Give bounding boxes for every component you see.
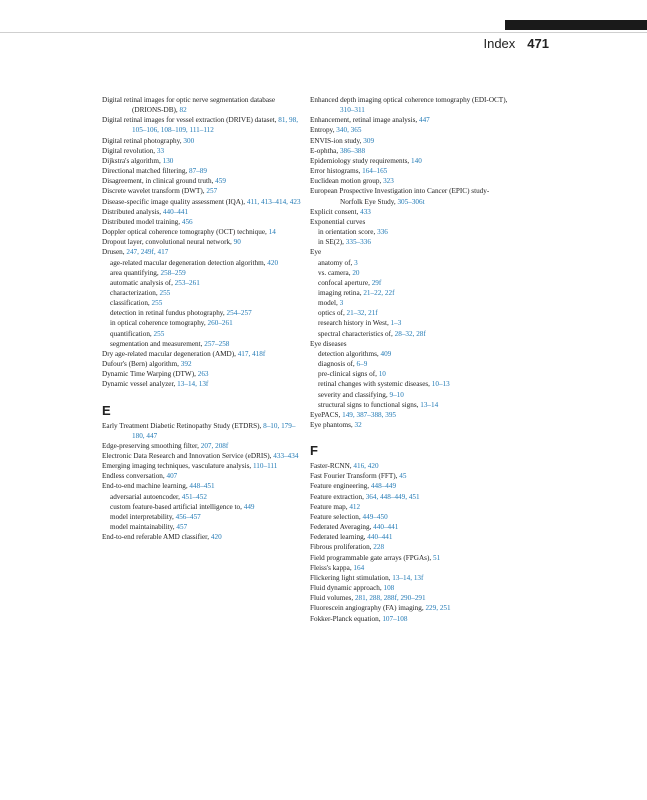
running-header [483,36,549,51]
index-term: Explicit consent, [310,207,359,216]
index-entry [310,156,510,166]
page-references[interactable]: 448–449 [370,482,397,491]
index-subentry [310,227,510,237]
index-entry [310,563,510,573]
index-entry [102,197,302,207]
page-references[interactable]: 257 [206,187,218,196]
index-entry [310,553,510,563]
index-entry [310,532,510,542]
index-subentry [310,349,510,359]
index-term: Discrete wavelet transform (DWT), [102,187,205,196]
index-entry [102,481,302,491]
page-references[interactable]: 456 [181,217,193,226]
index-subentry [310,400,510,410]
page-references[interactable]: 364, 448–449, 451 [365,492,420,501]
page-references[interactable]: 8–10, 179–180, 447 [132,421,296,440]
page-references[interactable]: 253–261 [174,278,200,287]
page-references[interactable]: 440–441 [162,207,189,216]
index-term: Digital retinal images for vessel extraction (DRIVE) dataset, [102,116,277,125]
page-references[interactable]: 440–441 [367,533,393,542]
index-term: Feature extraction, [310,492,364,501]
index-term: Error histograms, [310,167,361,176]
index-entry [310,492,510,502]
page-references[interactable]: 309 [363,136,375,145]
index-entry [102,95,302,115]
index-term: in SE(2), [318,238,344,247]
index-entry [310,471,510,481]
page-references[interactable]: 416, 420 [353,462,379,471]
index-term: Directional matched filtering, [102,167,188,176]
page-references[interactable]: 9–10 [389,390,404,399]
index-subentry [310,237,510,247]
index-entry [310,146,510,156]
page-references[interactable]: 433–434 [273,452,299,460]
page-references[interactable]: 258–259 [160,268,186,277]
index-term: pre-clinical signs of, [318,370,377,379]
index-term: Edge-preserving smoothing filter, [102,441,199,450]
index-term: EyePACS, [310,410,341,419]
index-entry [102,451,302,461]
page-references[interactable]: 107–108 [382,614,408,623]
index-term: Faster-RCNN, [310,462,352,471]
index-term: model maintainability, [110,523,175,532]
page-references[interactable]: 90 [233,238,241,247]
index-subentry [310,258,510,268]
page-references[interactable]: 82 [179,106,187,115]
page-references[interactable]: 336 [377,228,388,237]
index-entry [102,237,302,247]
index-entry [102,217,302,227]
page-references[interactable]: 340, 365 [336,126,362,135]
index-entry [310,410,510,420]
index-term: characterization, [110,288,158,297]
page-references[interactable]: 13–14, 13f [177,380,209,389]
index-term: retinal changes with systemic diseases, [318,380,430,389]
index-term: Entropy, [310,126,335,135]
page-references[interactable]: 14 [268,228,276,237]
index-entry [102,359,302,369]
index-entry [102,532,302,542]
header-title: Index [483,36,516,51]
page-references[interactable]: 130 [162,156,174,165]
index-subentry [310,329,510,339]
index-subentry [310,268,510,278]
index-term: confocal aperture, [318,278,370,287]
page-references[interactable]: 411, 413–414, 423 [246,197,301,206]
index-term: Feature map, [310,502,348,511]
page-references[interactable]: 110–111 [252,462,278,471]
index-entry [310,339,510,349]
index-term: optics of, [318,309,345,318]
index-entry [102,369,302,379]
index-term: Digital retinal photography, [102,136,182,145]
index-term: detection in retinal fundus photography, [110,309,225,318]
index-subentry [102,288,302,298]
page-references[interactable]: 13–14, 13f [392,573,424,582]
index-term: Distributed model training, [102,217,181,226]
index-term: Eye [310,248,322,257]
index-term: Exponential curves [310,217,366,226]
page-references[interactable]: 451–452 [181,492,207,501]
index-term: Epidemiology study requirements, [310,156,410,165]
page-references[interactable]: 10–13 [431,380,450,389]
index-term: vs. camera, [318,268,351,277]
index-entry [102,156,302,166]
index-entry [102,136,302,146]
page-references[interactable]: 254–257 [226,309,252,318]
index-subentry [310,359,510,369]
index-term: quantification, [110,329,152,338]
index-entry [310,186,510,206]
page-references[interactable]: 21–22, 22f [363,288,395,297]
index-term: Fluid dynamic approach, [310,584,382,593]
page-references[interactable]: 456–457 [175,512,201,521]
page-references[interactable]: 29f [371,278,382,287]
index-term: Doppler optical coherence tomography (OCT) technique, [102,228,267,237]
index-subentry [102,492,302,502]
index-subentry [310,308,510,318]
index-term: automatic analysis of, [110,278,173,287]
index-term: Distributed analysis, [102,207,162,216]
page-references[interactable]: 433 [360,207,371,216]
page-references[interactable]: 257–258 [204,339,230,348]
index-subentry [310,379,510,389]
index-term: Eye phantoms, [310,421,353,429]
index-term: European Prospective Investigation into Cancer (EPIC) study-Norfolk Eye Study, [310,187,490,206]
index-entry [310,420,510,430]
page-references[interactable]: 457 [176,523,188,532]
index-term: Disagreement, in clinical ground truth, [102,177,214,186]
page-references[interactable]: 45 [399,472,407,481]
index-term: Fibrous proliferation, [310,543,372,552]
index-entry [310,593,510,603]
page-references[interactable]: 420 [210,533,222,542]
index-term: Fluorescein angiography (FA) imaging, [310,604,424,613]
index-term: area quantifying, [110,268,159,277]
page-references[interactable]: 228 [373,543,385,552]
index-subentry [310,369,510,379]
index-term: Early Treatment Diabetic Retinopathy Study (ETDRS), [102,421,262,430]
index-subentry [102,512,302,522]
page-references[interactable]: 392 [180,360,192,369]
page-references[interactable]: 149, 387–388, 395 [342,410,396,419]
index-term: Federated Averaging, [310,523,372,532]
index-entry [310,502,510,512]
index-column-right [310,95,510,624]
index-entry [102,227,302,237]
index-term: in optical coherence tomography, [110,319,206,328]
page-references[interactable]: 10 [378,370,386,379]
index-term: E-ophtha, [310,146,339,155]
index-term: Emerging imaging techniques, vasculature analysis, [102,462,252,471]
index-term: Feature engineering, [310,482,370,491]
page-references[interactable]: 81, 98, 105–106, 108–109, 111–112 [132,116,298,135]
page-references[interactable]: 20 [352,268,360,277]
index-term: Fleiss's kappa, [310,563,352,572]
page-references[interactable]: 459 [215,177,226,186]
index-term: adversarial autoencoder, [110,492,180,501]
index-term: model, [318,299,338,308]
index-subentry [102,268,302,278]
index-term: Dynamic vessel analyzer, [102,380,176,389]
page-references[interactable]: 32 [354,421,362,429]
page-references[interactable]: 229, 251 [425,604,451,613]
page-references[interactable]: 323 [383,177,394,186]
index-subentry [102,258,302,268]
page-references[interactable]: 28–32, 28f [394,329,426,338]
page-references[interactable]: 300 [183,136,195,145]
page-references[interactable]: 13–14 [420,400,439,409]
index-entry [102,247,302,257]
index-term: Federated learning, [310,533,366,542]
index-entry [102,186,302,196]
index-subentry [102,522,302,532]
index-term: Eye diseases [310,339,347,348]
index-term: imaging retina, [318,288,362,297]
header-bar [505,20,647,30]
index-term: End-to-end referable AMD classifier, [102,533,210,542]
page-references[interactable]: 207, 208f [200,441,229,450]
index-term: Fokker-Planck equation, [310,614,381,623]
page-references[interactable]: 409 [380,349,392,358]
page-references[interactable]: 310–311 [340,106,365,115]
index-term: Enhanced depth imaging optical coherence tomography (EDI-OCT), [310,96,508,104]
index-entry [310,583,510,593]
index-entry [102,115,302,135]
index-subentry [102,329,302,339]
index-term: Dropout layer, convolutional neural network, [102,238,232,247]
index-term: Field programmable gate arrays (FPGAs), [310,553,432,562]
index-term: End-to-end machine learning, [102,482,188,491]
page-references[interactable]: 255 [153,329,165,338]
index-term: Flickering light stimulation, [310,573,391,582]
page-references[interactable]: 3 [339,299,344,308]
index-term: Fast Fourier Transform (FFT), [310,472,398,481]
page-references[interactable]: 1–3 [390,319,402,328]
index-subentry [102,278,302,288]
index-entry [102,441,302,451]
index-entry [102,349,302,359]
index-term: Dynamic Time Warping (DTW), [102,370,196,379]
index-entry [102,146,302,156]
page-references[interactable]: 247, 249f, 417 [126,248,169,257]
index-entry [310,125,510,135]
page-references[interactable]: 449 [243,502,255,511]
index-entry [310,522,510,532]
page-number: 471 [527,36,549,51]
index-entry [102,421,302,441]
index-term: Drusen, [102,248,125,257]
page-references[interactable]: 164 [353,563,365,572]
index-entry [310,481,510,491]
index-term: segmentation and measurement, [110,339,203,348]
page-references[interactable]: 260–261 [207,319,233,328]
index-subentry [102,318,302,328]
index-entry [310,95,510,115]
index-entry [102,166,302,176]
index-entry [310,614,510,624]
page-references[interactable]: 420 [267,258,279,267]
index-term: Euclidean motion group, [310,177,382,186]
index-subentry [102,298,302,308]
index-entry [310,573,510,583]
index-term: ENVIS-ion study, [310,136,362,145]
page-references[interactable]: 255 [151,299,163,308]
index-subentry [310,278,510,288]
index-entry [102,471,302,481]
index-term: anatomy of, [318,258,353,267]
page-references[interactable]: 21–32, 21f [346,309,378,318]
page-references[interactable]: 281, 288, 288f, 290–291 [354,594,426,603]
index-term: Enhancement, retinal image analysis, [310,116,418,125]
index-subentry [310,390,510,400]
page-references[interactable]: 449–450 [362,512,388,521]
index-entry [310,512,510,522]
index-term: custom feature-based artificial intelligence to, [110,502,242,511]
page-references[interactable]: 305–306t [397,197,425,206]
index-subentry [102,308,302,318]
index-entry [310,603,510,613]
page-references[interactable]: 87–89 [189,167,207,176]
index-entry [310,166,510,176]
index-entry [310,115,510,125]
page-references[interactable]: 164–165 [362,167,388,176]
page-references[interactable]: 263 [197,370,209,379]
index-term: age-related macular degeneration detection algorithm, [110,258,266,267]
page-references[interactable]: 386–388 [339,146,366,155]
index-entry [310,207,510,217]
index-entry [310,247,510,257]
index-term: Fluid volumes, [310,594,354,603]
index-term: Digital revolution, [102,146,156,155]
page-references[interactable]: 335–336 [345,238,371,247]
page-references[interactable]: 417, 418f [237,349,266,358]
index-term: structural signs to functional signs, [318,400,419,409]
index-term: Dijkstra's algorithm, [102,156,161,165]
page-references[interactable]: 447 [418,116,430,125]
index-term: model interpretability, [110,512,174,521]
index-term: severity and classifying, [318,390,388,399]
index-term: Dry age-related macular degeneration (AMD), [102,349,236,358]
section-letter: E [102,402,111,418]
header-rule [0,32,647,33]
index-entry [310,176,510,186]
page-references[interactable]: 140 [411,156,422,165]
index-entry [310,136,510,146]
page-references[interactable]: 6–9 [356,360,368,369]
page-references[interactable]: 440–441 [373,523,399,532]
index-term: Disease-specific image quality assessment (IQA), [102,197,246,206]
page-references[interactable]: 448–451 [189,482,215,491]
index-subentry [310,288,510,298]
index-term: Feature selection, [310,512,361,521]
index-term: Endless conversation, [102,472,165,481]
index-term: detection algorithms, [318,349,379,358]
index-term: spectral characteristics of, [318,329,393,338]
index-term: Dufour's (Bern) algorithm, [102,360,179,369]
index-entry [310,542,510,552]
index-column-left [102,95,302,542]
index-term: classification, [110,299,150,308]
index-entry [310,461,510,471]
index-entry [102,207,302,217]
index-subentry [102,502,302,512]
index-term: Digital retinal images for optic nerve segmentation database (DRIONS-DB), [102,96,276,115]
page-references[interactable]: 255 [159,288,171,297]
page-references[interactable]: 51 [432,553,441,562]
index-term: Electronic Data Research and Innovation Service (eDRIS), [102,452,272,460]
index-entry [102,379,302,389]
index-term: in orientation score, [318,228,376,237]
index-entry [102,176,302,186]
index-entry [102,461,302,471]
section-letter: F [310,443,318,459]
page-references[interactable]: 407 [166,472,178,481]
index-subentry [102,339,302,349]
index-entry [310,217,510,227]
index-subentry [310,318,510,328]
index-subentry [310,298,510,308]
page-references[interactable]: 412 [349,502,361,511]
index-term: research history in West, [318,319,389,328]
page-references[interactable]: 33 [156,146,165,155]
page-references[interactable]: 3 [354,258,358,267]
page-references[interactable]: 108 [383,584,395,593]
index-term: diagnosis of, [318,360,355,369]
